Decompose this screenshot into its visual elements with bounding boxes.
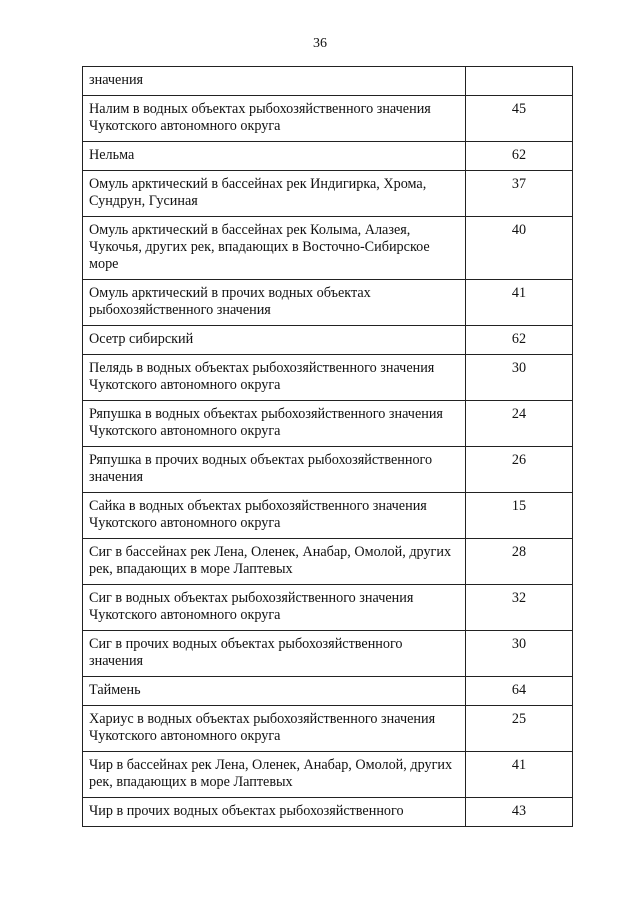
species-table [82, 66, 573, 827]
value-cell: 43 [466, 798, 573, 827]
table-row [83, 539, 573, 585]
species-name-cell: Сиг в прочих водных объектах рыбохозяйственного значения [83, 631, 466, 677]
table-row [83, 631, 573, 677]
page-number: 36 [313, 36, 327, 51]
table-row [83, 96, 573, 142]
value-cell: 15 [466, 493, 573, 539]
table-row [83, 493, 573, 539]
value-cell: 41 [466, 280, 573, 326]
table-row [83, 752, 573, 798]
table-row [83, 280, 573, 326]
value-cell: 45 [466, 96, 573, 142]
table-row [83, 798, 573, 827]
species-name-cell: Ряпушка в водных объектах рыбохозяйственного значения Чукотского автономного округа [83, 401, 466, 447]
species-name-cell: Ряпушка в прочих водных объектах рыбохозяйственного значения [83, 447, 466, 493]
table-row [83, 401, 573, 447]
species-name-cell: Хариус в водных объектах рыбохозяйственного значения Чукотского автономного округа [83, 706, 466, 752]
value-cell: 62 [466, 326, 573, 355]
table-row [83, 67, 573, 96]
table-row [83, 706, 573, 752]
table-row [83, 355, 573, 401]
value-cell: 28 [466, 539, 573, 585]
value-cell: 37 [466, 171, 573, 217]
value-cell: 41 [466, 752, 573, 798]
species-name-cell: Чир в бассейнах рек Лена, Оленек, Анабар, Омолой, других рек, впадающих в море Лаптевых [83, 752, 466, 798]
table-row [83, 171, 573, 217]
species-name-cell: Сиг в бассейнах рек Лена, Оленек, Анабар, Омолой, других рек, впадающих в море Лаптевых [83, 539, 466, 585]
value-cell: 30 [466, 631, 573, 677]
value-cell: 62 [466, 142, 573, 171]
species-name-cell: значения [83, 67, 466, 96]
species-name-cell: Нельма [83, 142, 466, 171]
table-row [83, 677, 573, 706]
value-cell: 32 [466, 585, 573, 631]
value-cell: 26 [466, 447, 573, 493]
value-cell [466, 67, 573, 96]
species-name-cell: Налим в водных объектах рыбохозяйственного значения Чукотского автономного округа [83, 96, 466, 142]
species-name-cell: Таймень [83, 677, 466, 706]
value-cell: 64 [466, 677, 573, 706]
species-name-cell: Сайка в водных объектах рыбохозяйственного значения Чукотского автономного округа [83, 493, 466, 539]
species-name-cell: Омуль арктический в прочих водных объектах рыбохозяйственного значения [83, 280, 466, 326]
species-name-cell: Осетр сибирский [83, 326, 466, 355]
table-body [83, 67, 573, 827]
species-name-cell: Пелядь в водных объектах рыбохозяйственного значения Чукотского автономного округа [83, 355, 466, 401]
species-name-cell: Сиг в водных объектах рыбохозяйственного значения Чукотского автономного округа [83, 585, 466, 631]
value-cell: 24 [466, 401, 573, 447]
table-row [83, 217, 573, 280]
value-cell: 30 [466, 355, 573, 401]
species-name-cell: Омуль арктический в бассейнах рек Колыма, Алазея, Чукочья, других рек, впадающих в Восточно-Сибирское море [83, 217, 466, 280]
table-row [83, 142, 573, 171]
value-cell: 40 [466, 217, 573, 280]
table-row [83, 585, 573, 631]
value-cell: 25 [466, 706, 573, 752]
species-name-cell: Омуль арктический в бассейнах рек Индигирка, Хрома, Сундрун, Гусиная [83, 171, 466, 217]
species-name-cell: Чир в прочих водных объектах рыбохозяйственного [83, 798, 466, 827]
table-row [83, 447, 573, 493]
table-row [83, 326, 573, 355]
